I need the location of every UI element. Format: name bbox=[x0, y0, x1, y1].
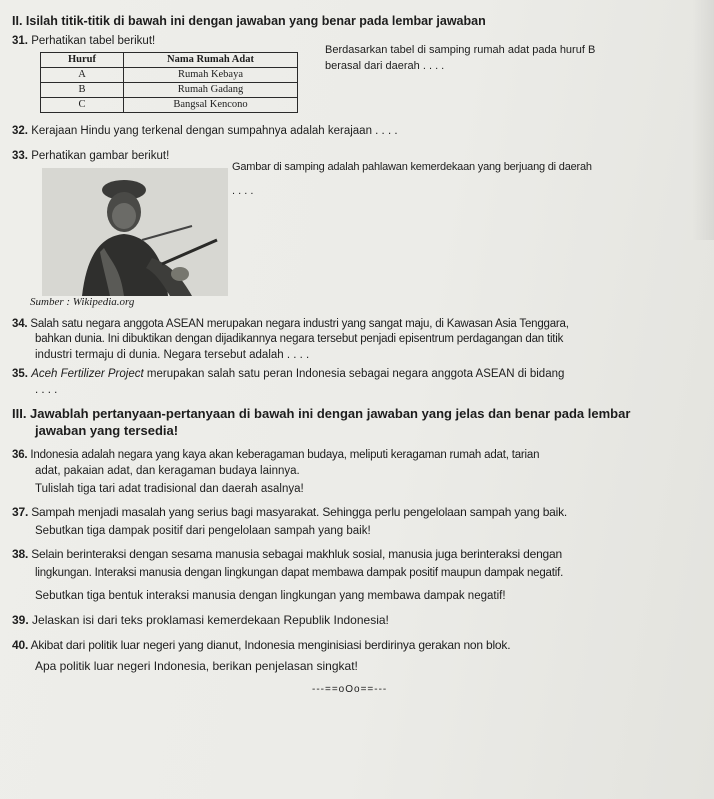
question-39-number: 39. bbox=[12, 613, 29, 627]
question-36-line-2: adat, pakaian adat, dan keragaman budaya lainnya. bbox=[35, 465, 300, 477]
question-36-text-1: Indonesia adalah negara yang kaya akan keberagaman budaya, meliputi keragaman rumah adat, tarian bbox=[30, 449, 540, 461]
table-row bbox=[41, 83, 298, 98]
table-cell: C bbox=[41, 98, 124, 113]
question-39-text: Jelaskan isi dari teks proklamasi kemerdekaan Republik Indonesia! bbox=[32, 613, 389, 627]
question-38-line-1 bbox=[12, 546, 562, 562]
question-31-side-text-1: Berdasarkan tabel di samping rumah adat pada huruf B bbox=[325, 44, 596, 56]
question-40-text-1: Akibat dari politik luar negeri yang dianut, Indonesia menginisiasi berdirinya gerakan non blok. bbox=[30, 638, 511, 652]
question-34-line-1 bbox=[12, 316, 569, 332]
image-credit: Sumber : Wikipedia.org bbox=[30, 296, 135, 308]
section-3-heading-line-1: III. Jawablah pertanyaan-pertanyaan di bawah ini dengan jawaban yang jelas dan benar pada lembar bbox=[12, 406, 631, 421]
question-35-line-2: . . . . bbox=[35, 384, 58, 396]
question-37-number: 37. bbox=[12, 505, 29, 519]
question-31-number: 31. bbox=[12, 35, 28, 47]
table-header-row bbox=[41, 53, 298, 68]
question-35-text: merupakan salah satu peran Indonesia sebagai negara anggota ASEAN di bidang bbox=[146, 368, 565, 380]
question-38-line-3: Sebutkan tiga bentuk interaksi manusia dengan lingkungan yang membawa dampak negatif! bbox=[35, 590, 506, 602]
question-34-number: 34. bbox=[12, 318, 28, 330]
table-cell: B bbox=[41, 83, 124, 98]
question-31-side-text-2: berasal dari daerah . . . . bbox=[325, 60, 445, 72]
table-header-huruf: Huruf bbox=[41, 53, 124, 68]
question-39 bbox=[12, 612, 389, 628]
question-32-text: Kerajaan Hindu yang terkenal dengan sumpahnya adalah kerajaan . . . . bbox=[31, 125, 398, 137]
page-edge-shadow bbox=[692, 0, 714, 240]
hero-portrait-image bbox=[42, 168, 228, 296]
question-34-line-3: industri termaju di dunia. Negara tersebut adalah . . . . bbox=[35, 349, 310, 361]
question-36-number: 36. bbox=[12, 449, 28, 461]
table-cell: A bbox=[41, 68, 124, 83]
table-row bbox=[41, 98, 298, 113]
question-36-line-3: Tulislah tiga tari adat tradisional dan daerah asalnya! bbox=[35, 483, 304, 495]
table-cell: Rumah Gadang bbox=[124, 83, 298, 98]
question-38-line-2: lingkungan. Interaksi manusia dengan lingkungan dapat membawa dampak positif maupun dampak negatif. bbox=[35, 567, 564, 579]
question-34-line-2: bahkan dunia. Ini dibuktikan dengan dijadikannya negara tersebut penjadi episentrum perdagangan dan titik bbox=[35, 333, 564, 345]
question-40-number: 40. bbox=[12, 638, 29, 652]
question-35-number: 35. bbox=[12, 368, 28, 380]
question-36-line-1 bbox=[12, 447, 539, 463]
question-38-text-1: Selain berinteraksi dengan sesama manusia sebagai makhluk sosial, manusia juga berinteraksi dengan bbox=[31, 547, 562, 561]
question-33-text: Perhatikan gambar berikut! bbox=[31, 150, 170, 162]
table-row bbox=[41, 68, 298, 83]
table-header-nama: Nama Rumah Adat bbox=[124, 53, 298, 68]
hero-portrait-illustration bbox=[42, 168, 228, 296]
end-mark: ---==oOo==--- bbox=[312, 684, 388, 695]
section-2-heading: II. Isilah titik-titik di bawah ini dengan jawaban yang benar pada lembar jawaban bbox=[12, 14, 486, 28]
rumah-adat-table bbox=[40, 52, 298, 113]
question-35-italic: Aceh Fertilizer Project bbox=[31, 368, 144, 380]
question-38-number: 38. bbox=[12, 547, 29, 561]
question-40-line-1 bbox=[12, 637, 510, 653]
question-33-side-text-1: Gambar di samping adalah pahlawan kemerdekaan yang berjuang di daerah bbox=[232, 161, 592, 173]
question-31 bbox=[12, 33, 155, 49]
question-35 bbox=[12, 366, 564, 382]
question-40-line-2: Apa politik luar negeri Indonesia, berikan penjelasan singkat! bbox=[35, 659, 358, 673]
table-cell: Bangsal Kencono bbox=[124, 98, 298, 113]
question-33-side-text-2: . . . . bbox=[232, 185, 254, 197]
question-37-text-1: Sampah menjadi masalah yang serius bagi masyarakat. Sehingga perlu pengelolaan sampah yang baik. bbox=[31, 505, 568, 519]
question-34-text-1: Salah satu negara anggota ASEAN merupakan negara industri yang sangat maju, di Kawasan Asia Tenggara, bbox=[30, 318, 569, 330]
question-32 bbox=[12, 123, 398, 139]
question-37-line-1 bbox=[12, 504, 567, 520]
question-31-text: Perhatikan tabel berikut! bbox=[31, 35, 156, 47]
question-32-number: 32. bbox=[12, 125, 28, 137]
question-33-number: 33. bbox=[12, 150, 28, 162]
table-cell: Rumah Kebaya bbox=[124, 68, 298, 83]
question-37-line-2: Sebutkan tiga dampak positif dari pengelolaan sampah yang baik! bbox=[35, 525, 371, 537]
question-33 bbox=[12, 148, 169, 164]
section-3-heading-line-2: jawaban yang tersedia! bbox=[35, 423, 179, 438]
